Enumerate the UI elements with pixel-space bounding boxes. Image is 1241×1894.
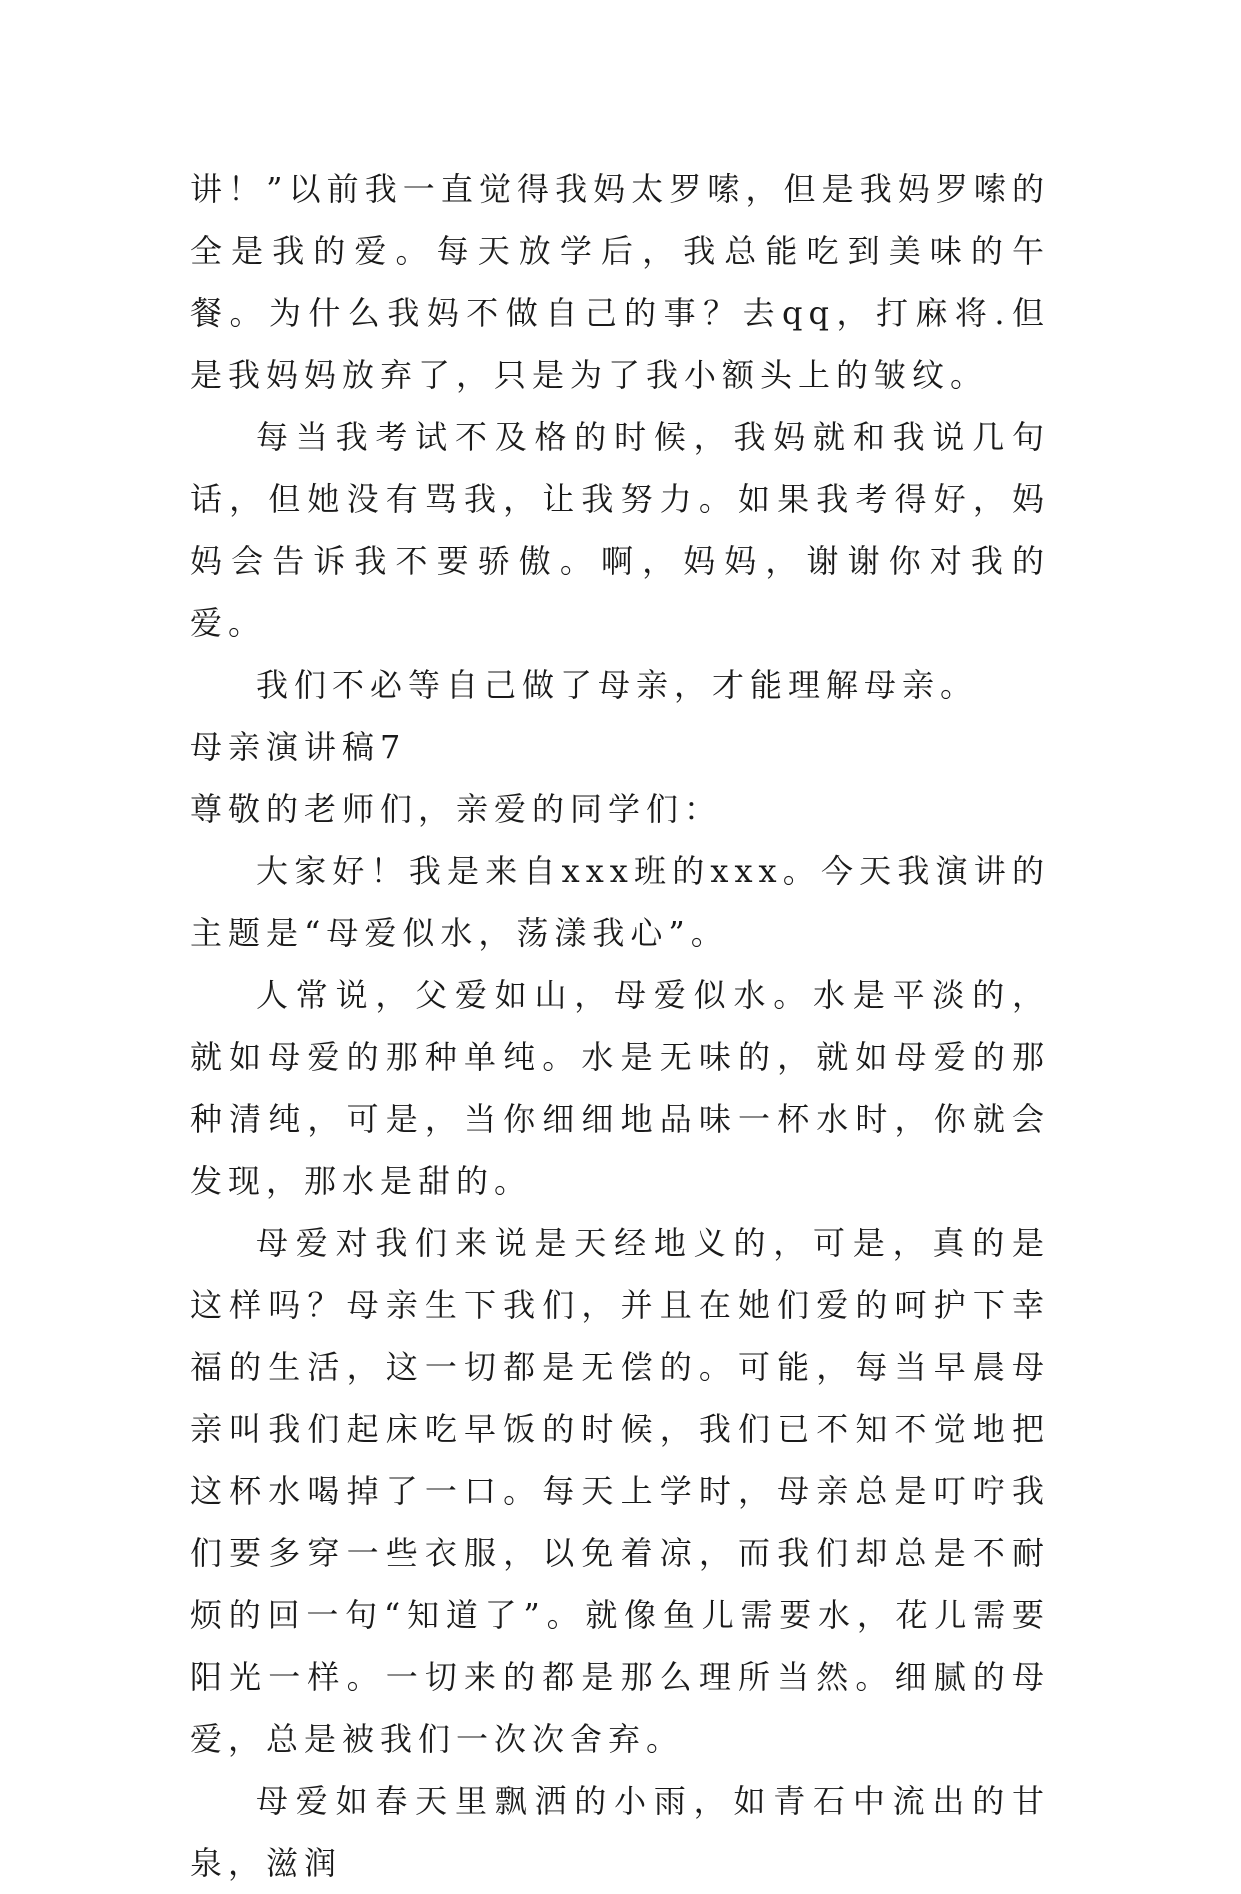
paragraph: 人常说，父爱如山，母爱似水。水是平淡的，就如母爱的那种单纯。水是无味的，就如母爱的那种清纯，可是，当你细细地品味一杯水时，你就会发现，那水是甜的。 <box>190 976 1050 1200</box>
section-heading: 母亲演讲稿7 <box>190 728 407 766</box>
document-body <box>190 158 1050 1894</box>
paragraph: 大家好！我是来自xxx班的xxx。今天我演讲的主题是“母爱似水，荡漾我心”。 <box>190 852 1050 952</box>
paragraph: 母爱如春天里飘洒的小雨，如青石中流出的甘泉，滋润 <box>190 1782 1050 1882</box>
paragraph: 我们不必等自己做了母亲，才能理解母亲。 <box>256 666 979 704</box>
paragraph: 母爱对我们来说是天经地义的，可是，真的是这样吗？母亲生下我们，并且在她们爱的呵护下幸福的生活，这一切都是无偿的。可能，每当早晨母亲叫我们起床吃早饭的时候，我们已不知不觉地把这杯水喝掉了一口。每天上学时，母亲总是叮咛我们要多穿一些衣服，以免着凉，而我们却总是不耐烦的回一句“知道了”。就像鱼儿需要水，花儿需要阳光一样。一切来的都是那么理所当然。细腻的母爱，总是被我们一次次舍弃。 <box>190 1224 1050 1758</box>
paragraph: 讲！”以前我一直觉得我妈太罗嗦，但是我妈罗嗦的全是我的爱。每天放学后，我总能吃到美味的午餐。为什么我妈不做自己的事？去qq，打麻将.但是我妈妈放弃了，只是为了我小额头上的皱纹。 <box>190 170 1050 394</box>
paragraph: 每当我考试不及格的时候，我妈就和我说几句话，但她没有骂我，让我努力。如果我考得好，妈妈会告诉我不要骄傲。啊，妈妈，谢谢你对我的爱。 <box>190 418 1050 642</box>
salutation: 尊敬的老师们，亲爱的同学们： <box>190 790 723 828</box>
